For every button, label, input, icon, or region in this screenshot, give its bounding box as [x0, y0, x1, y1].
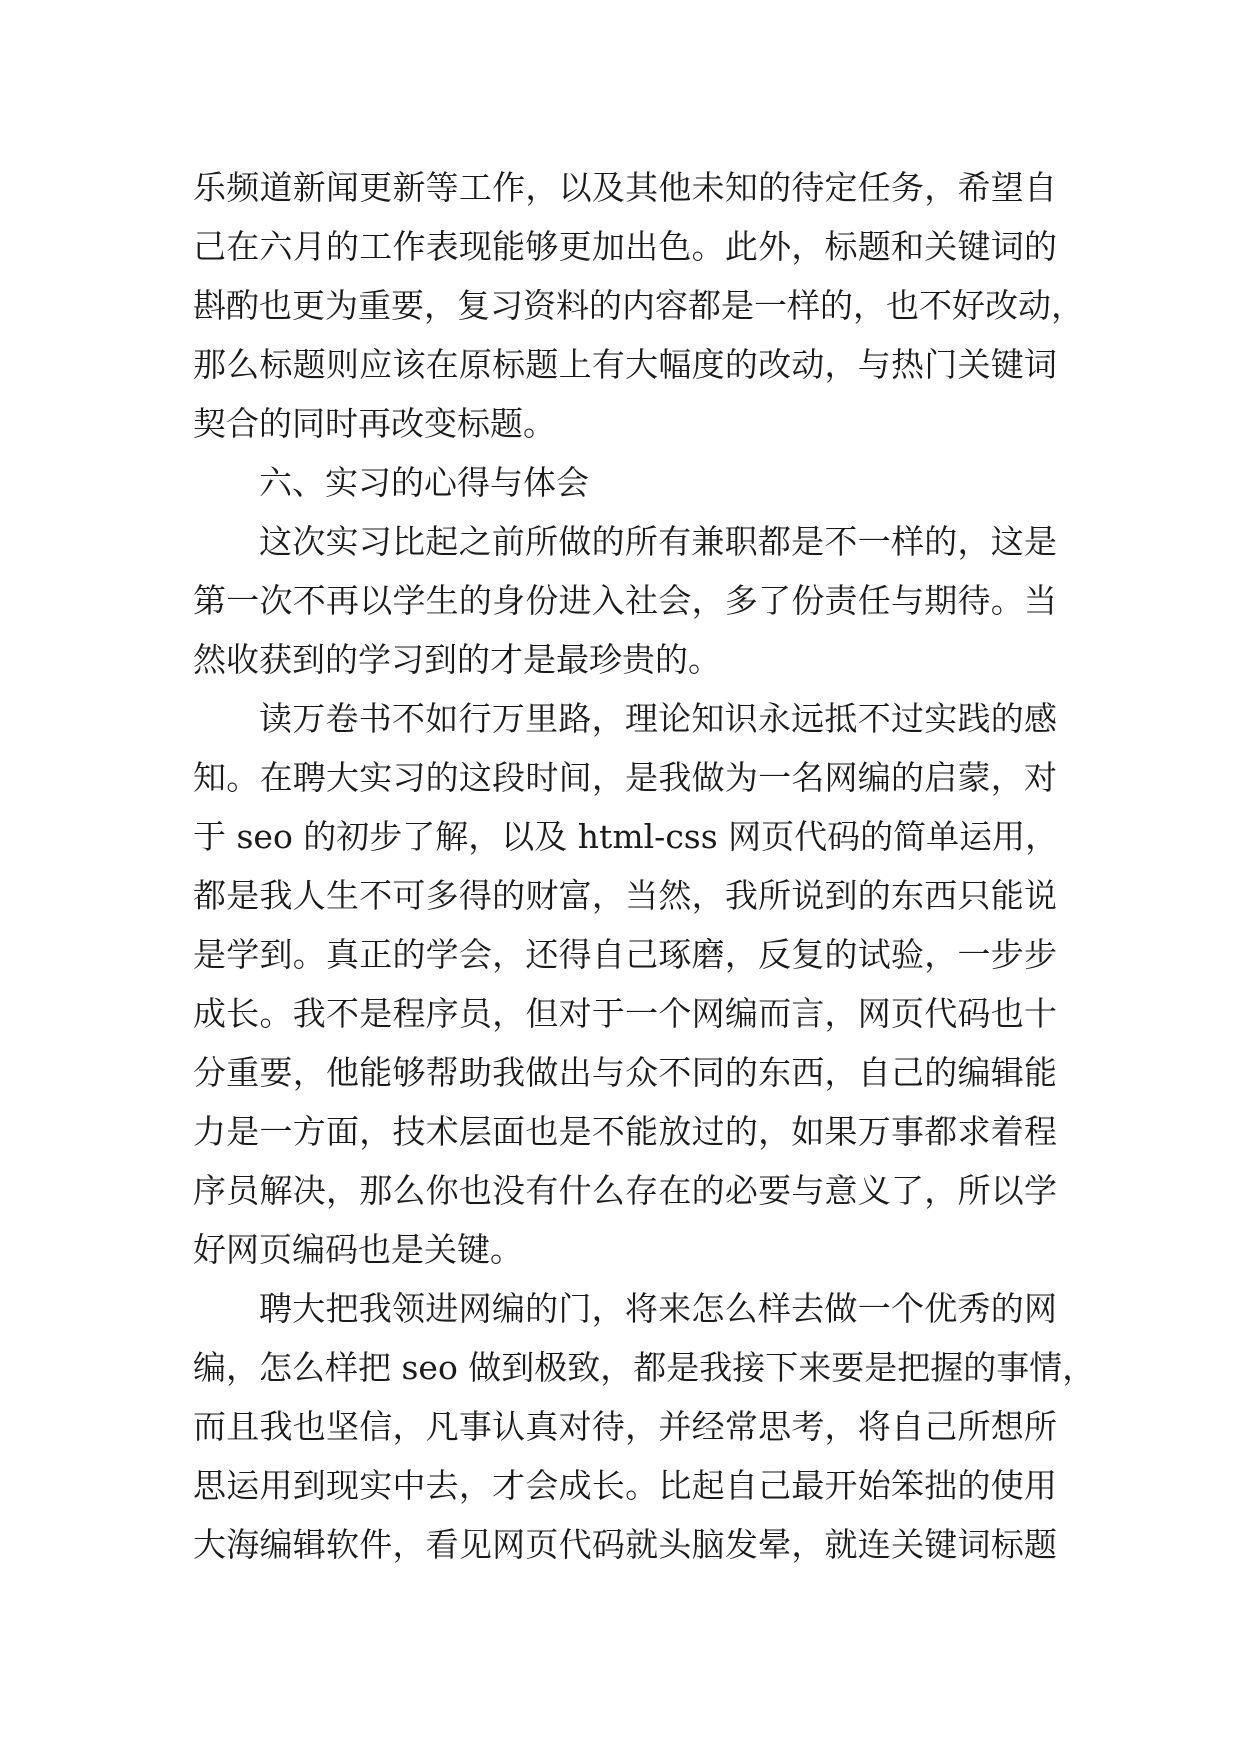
paragraph-line: 编，怎么样把 seo 做到极致，都是我接下来要是把握的事情，	[193, 1348, 1096, 1387]
paragraph-line: 这次实习比起之前所做的所有兼职都是不一样的，这是	[259, 522, 1057, 561]
paragraph-line: 聘大把我领进网编的门，将来怎么样去做一个优秀的网	[259, 1289, 1057, 1328]
paragraph-line: 分重要，他能够帮助我做出与众不同的东西，自己的编辑能	[193, 1053, 1057, 1092]
section-heading: 六、实习的心得与体会	[259, 463, 589, 502]
paragraph-line: 都是我人生不可多得的财富，当然，我所说到的东西只能说	[193, 876, 1057, 915]
paragraph-line: 斟酌也更为重要，复习资料的内容都是一样的，也不好改动，	[193, 286, 1084, 325]
paragraph-line: 成长。我不是程序员，但对于一个网编而言，网页代码也十	[193, 994, 1057, 1033]
document-body	[193, 158, 1096, 1574]
paragraph-line: 第一次不再以学生的身份进入社会，多了份责任与期待。当	[193, 581, 1057, 620]
paragraph-line: 好网页编码也是关键。	[193, 1230, 523, 1269]
paragraph-line: 己在六月的工作表现能够更加出色。此外，标题和关键词的	[193, 227, 1057, 266]
paragraph-line: 乐频道新闻更新等工作，以及其他未知的待定任务，希望自	[193, 168, 1057, 207]
paragraph-line: 读万卷书不如行万里路，理论知识永远抵不过实践的感	[259, 699, 1057, 738]
paragraph-line: 契合的同时再改变标题。	[193, 404, 556, 443]
paragraph-line: 于 seo 的初步了解，以及 html-css 网页代码的简单运用，	[193, 817, 1059, 856]
paragraph-line: 思运用到现实中去，才会成长。比起自己最开始笨拙的使用	[193, 1466, 1057, 1505]
paragraph-line: 然收获到的学习到的才是最珍贵的。	[193, 640, 721, 679]
paragraph-line: 大海编辑软件，看见网页代码就头脑发晕，就连关键词标题	[193, 1525, 1057, 1564]
paragraph-line: 而且我也坚信，凡事认真对待，并经常思考，将自己所想所	[193, 1407, 1057, 1446]
paragraph-line: 是学到。真正的学会，还得自己琢磨，反复的试验，一步步	[193, 935, 1057, 974]
paragraph-line: 那么标题则应该在原标题上有大幅度的改动，与热门关键词	[193, 345, 1057, 384]
paragraph-line: 序员解决，那么你也没有什么存在的必要与意义了，所以学	[193, 1171, 1057, 1210]
paragraph-line: 知。在聘大实习的这段时间，是我做为一名网编的启蒙，对	[193, 758, 1057, 797]
paragraph-line: 力是一方面，技术层面也是不能放过的，如果万事都求着程	[193, 1112, 1057, 1151]
